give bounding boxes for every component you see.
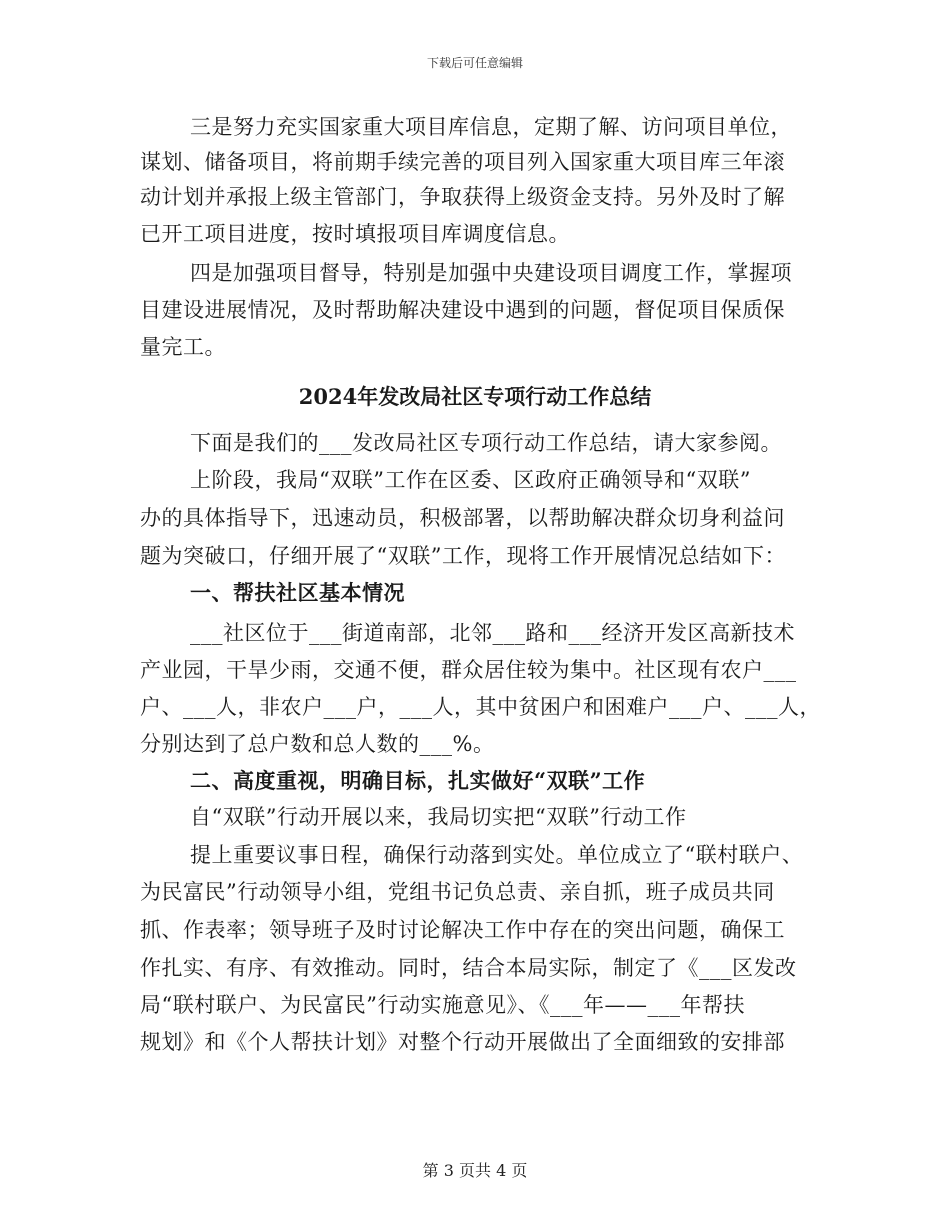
paragraph-line: 题为突破口，仔细开展了“双联”工作，现将工作开展情况总结如下： (140, 544, 786, 568)
document-title: 2024年发改局社区专项行动工作总结 (298, 384, 652, 409)
paragraph-line: 三是努力充实国家重大项目库信息，定期了解、访问项目单位， (190, 115, 792, 139)
paragraph-line: 提上重要议事日程，确保行动落到实处。单位成立了“联村联户、 (190, 843, 804, 867)
paragraph-line: ___社区位于___街道南部，北邻___路和___经济开发区高新技术 (190, 621, 795, 645)
section-heading: 一、帮扶社区基本情况 (190, 580, 405, 605)
paragraph-line: 作扎实、有序、有效推动。同时，结合本局实际，制定了《___区发改 (140, 956, 797, 980)
paragraph-line: 分别达到了总户数和总人数的___%。 (140, 732, 495, 756)
paragraph-line: 谋划、储备项目，将前期手续完善的项目列入国家重大项目库三年滚 (140, 150, 785, 174)
paragraph-line: 动计划并承报上级主管部门，争取获得上级资金支持。另外及时了解 (140, 185, 785, 209)
paragraph-line: 抓、作表率；领导班子及时讨论解决工作中存在的突出问题，确保工 (140, 918, 785, 942)
paragraph-line: 规划》和《个人帮扶计划》对整个行动开展做出了全面细致的安排部 (140, 1030, 785, 1054)
paragraph-line: 量完工。 (140, 335, 226, 359)
paragraph-line: 局“联村联户、为民富民”行动实施意见》、《___年——___年帮扶 (140, 993, 745, 1017)
paragraph-line: 产业园，干旱少雨，交通不便，群众居住较为集中。社区现有农户___ (140, 658, 797, 682)
page-footer: 第 3 页共 4 页 (422, 1161, 528, 1180)
page-header: 下载后可任意编辑 (426, 56, 523, 70)
paragraph-line: 四是加强项目督导，特别是加强中央建设项目调度工作，掌握项 (190, 261, 792, 285)
paragraph-line: 为民富民”行动领导小组，党组书记负总责、亲自抓，班子成员共同 (140, 880, 775, 904)
paragraph-line: 自“双联”行动开展以来，我局切实把“双联”行动工作 (190, 805, 687, 829)
paragraph-line: 上阶段，我局“双联”工作在区委、区政府正确领导和“双联” (190, 468, 751, 492)
paragraph-line: 户、___人，非农户___户，___人，其中贫困户和困难户___户、___人， (140, 695, 821, 719)
paragraph-line: 下面是我们的___发改局社区专项行动工作总结，请大家参阅。 (190, 431, 782, 455)
paragraph-line: 已开工项目进度，按时填报项目库调度信息。 (140, 222, 570, 246)
paragraph-line: 办的具体指导下，迅速动员，积极部署，以帮助解决群众切身利益问 (140, 506, 785, 530)
section-heading: 二、高度重视，明确目标，扎实做好“双联”工作 (190, 768, 646, 793)
paragraph-line: 目建设进展情况，及时帮助解决建设中遇到的问题，督促项目保质保 (140, 298, 785, 322)
